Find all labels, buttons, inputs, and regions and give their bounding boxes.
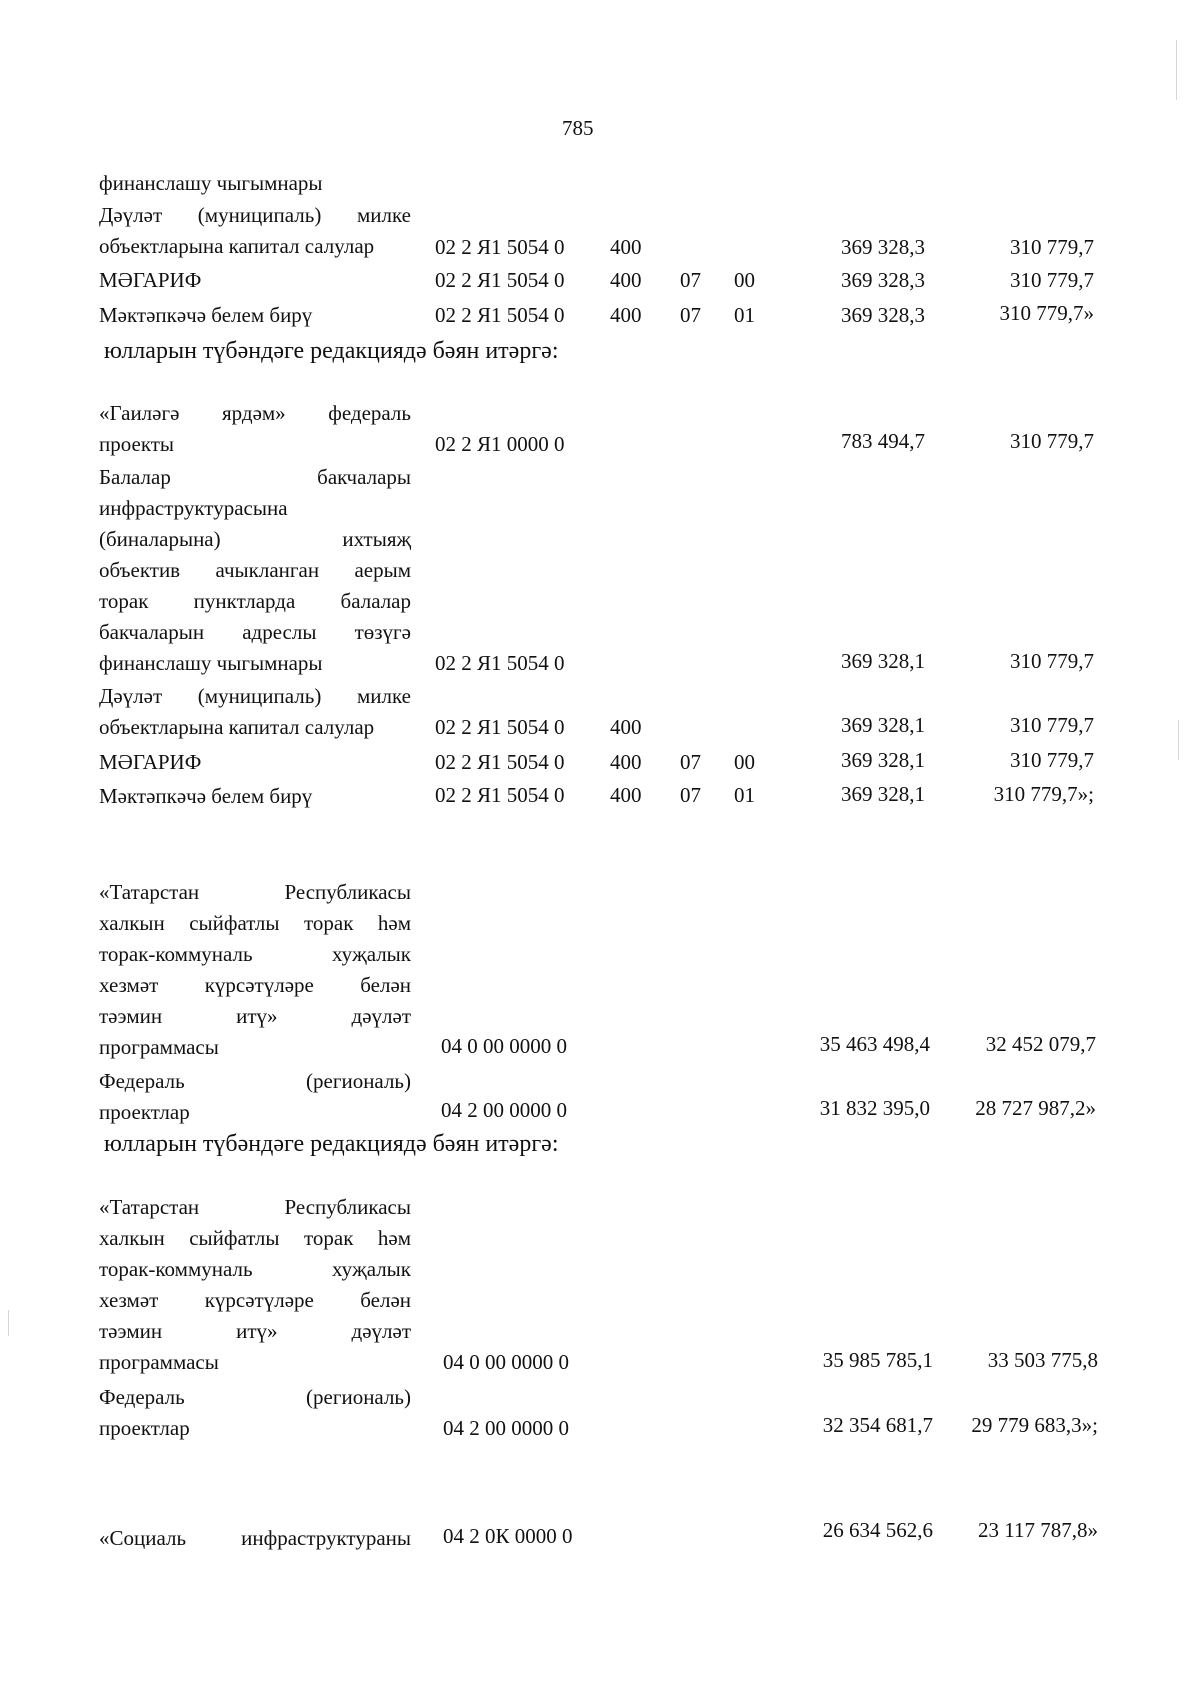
sum2-cell: 310 779,7 [1010,429,1094,453]
row-desc: Мәктәпкәчә белем бирү [99,303,313,327]
desc-line: «Татарстан Республикасы [99,1195,411,1219]
desc-line: Дәүләт (муниципаль) милке [99,203,411,227]
row-desc: МӘГАРИФ [99,268,202,292]
vr-cell: 400 [610,783,642,807]
sum1-cell: 369 328,3 [841,268,925,292]
code-cell: 02 2 Я1 5054 0 [435,715,565,739]
pr-cell: 01 [734,783,755,807]
desc-line: хезмәт күрсәтүләре белән [99,1288,411,1312]
sum2-cell: 310 779,7»; [993,782,1094,806]
rz-cell: 07 [680,303,701,327]
sum2-cell: 310 779,7» [999,301,1094,325]
row-desc [99,1382,411,1444]
desc-line: объектив ачыкланган аерым [99,558,411,582]
desc-line: тәэмин итү» дәүләт [99,1004,411,1028]
row-desc [99,681,411,743]
rz-cell: 07 [680,750,701,774]
code-cell: 02 2 Я1 5054 0 [435,750,565,774]
vr-cell: 400 [610,235,642,259]
row-desc [99,462,411,679]
desc-line: халкын сыйфатлы торак һәм [99,1226,411,1250]
row-desc: Мәктәпкәчә белем бирү [99,784,313,808]
code-cell: 04 2 0К 0000 0 [443,1524,573,1548]
sum1-cell: 369 328,1 [841,782,925,806]
code-cell: 04 2 00 0000 0 [443,1416,569,1440]
pr-cell: 00 [734,750,755,774]
sum2-cell: 310 779,7 [1010,649,1094,673]
intro-text-1: юлларын түбәндәге редакциядә бәян итәргә: [104,338,559,364]
desc-line: Федераль (региональ) [99,1069,411,1093]
rz-cell: 07 [680,268,701,292]
desc-line: халкын сыйфатлы торак һәм [99,911,411,935]
scan-mark [1178,720,1179,760]
desc-line: инфраструктурасына [99,496,288,520]
scan-mark [8,1310,9,1336]
sum1-cell: 369 328,1 [841,748,925,772]
code-cell: 02 2 Я1 5054 0 [435,783,565,807]
intro-text-2: юлларын түбәндәге редакциядә бәян итәргә: [104,1131,559,1157]
desc-line: программасы [99,1035,219,1059]
desc-line: торак-коммуналь хуҗалык [99,1257,411,1281]
row-desc [99,1192,411,1378]
vr-cell: 400 [610,268,642,292]
desc-line: проектлар [99,1100,190,1124]
desc-line: (биналарына) ихтыяҗ [99,527,411,551]
desc-line: Балалар бакчалары [99,465,411,489]
desc-line: «Социаль инфраструктураны [99,1526,411,1550]
code-cell: 02 2 Я1 5054 0 [435,303,565,327]
row-desc [99,398,411,460]
sum1-cell: 35 985 785,1 [822,1348,933,1372]
desc-line: Федераль (региональ) [99,1385,411,1409]
page-number: 785 [562,116,594,140]
code-cell: 04 0 00 0000 0 [441,1034,567,1058]
sum1-cell: 35 463 498,4 [819,1032,930,1056]
pr-cell: 00 [734,268,755,292]
desc-line: тәэмин итү» дәүләт [99,1319,411,1343]
sum1-cell: 369 328,1 [841,713,925,737]
row-desc [99,1066,411,1128]
code-cell: 02 2 Я1 5054 0 [435,651,565,675]
desc-line: «Гаиләгә ярдәм» федераль [99,401,411,425]
sum1-cell: 32 354 681,7 [822,1413,933,1437]
sum1-cell: 26 634 562,6 [822,1518,933,1542]
row-desc: МӘГАРИФ [99,750,202,774]
sum2-cell: 23 117 787,8» [978,1518,1098,1542]
desc-line: объектларына капитал салулар [99,715,375,739]
code-cell: 02 2 Я1 5054 0 [435,268,565,292]
desc-line: торак-коммуналь хуҗалык [99,942,411,966]
scan-mark [1176,40,1177,100]
rz-cell: 07 [680,783,701,807]
desc-line: проектлар [99,1416,190,1440]
sum2-cell: 29 779 683,3»; [971,1413,1098,1437]
sum1-cell: 369 328,3 [841,235,925,259]
sum1-cell: 369 328,3 [841,303,925,327]
desc-line: финанслашу чыгымнары [99,651,323,675]
code-cell: 04 0 00 0000 0 [443,1350,569,1374]
desc-line: объектларына капитал салулар [99,234,375,258]
sum2-cell: 310 779,7 [1010,748,1094,772]
vr-cell: 400 [610,715,642,739]
desc-line: программасы [99,1350,219,1374]
desc-line: «Татарстан Республикасы [99,880,411,904]
row-desc [99,200,411,262]
code-cell: 04 2 00 0000 0 [441,1098,567,1122]
desc-line: бакчаларын адреслы төзүгә [99,620,411,644]
desc-line: хезмәт күрсәтүләре белән [99,973,411,997]
row-desc [99,1523,411,1554]
code-cell: 02 2 Я1 0000 0 [435,432,565,456]
sum1-cell: 31 832 395,0 [819,1096,930,1120]
vr-cell: 400 [610,750,642,774]
row-desc [99,877,411,1063]
sum2-cell: 310 779,7 [1010,235,1094,259]
sum2-cell: 310 779,7 [1010,268,1094,292]
pr-cell: 01 [734,303,755,327]
sum2-cell: 28 727 987,2» [975,1096,1096,1120]
sum2-cell: 33 503 775,8 [987,1348,1098,1372]
sum1-cell: 783 494,7 [841,429,925,453]
desc-line: торак пунктларда балалар [99,589,411,613]
sum2-cell: 32 452 079,7 [985,1032,1096,1056]
row-desc [99,168,411,199]
desc-line: проекты [99,432,175,456]
desc-line: Дәүләт (муниципаль) милке [99,684,411,708]
vr-cell: 400 [610,303,642,327]
sum2-cell: 310 779,7 [1010,713,1094,737]
sum1-cell: 369 328,1 [841,649,925,673]
code-cell: 02 2 Я1 5054 0 [435,235,565,259]
desc-line: финанслашу чыгымнары [99,171,323,195]
